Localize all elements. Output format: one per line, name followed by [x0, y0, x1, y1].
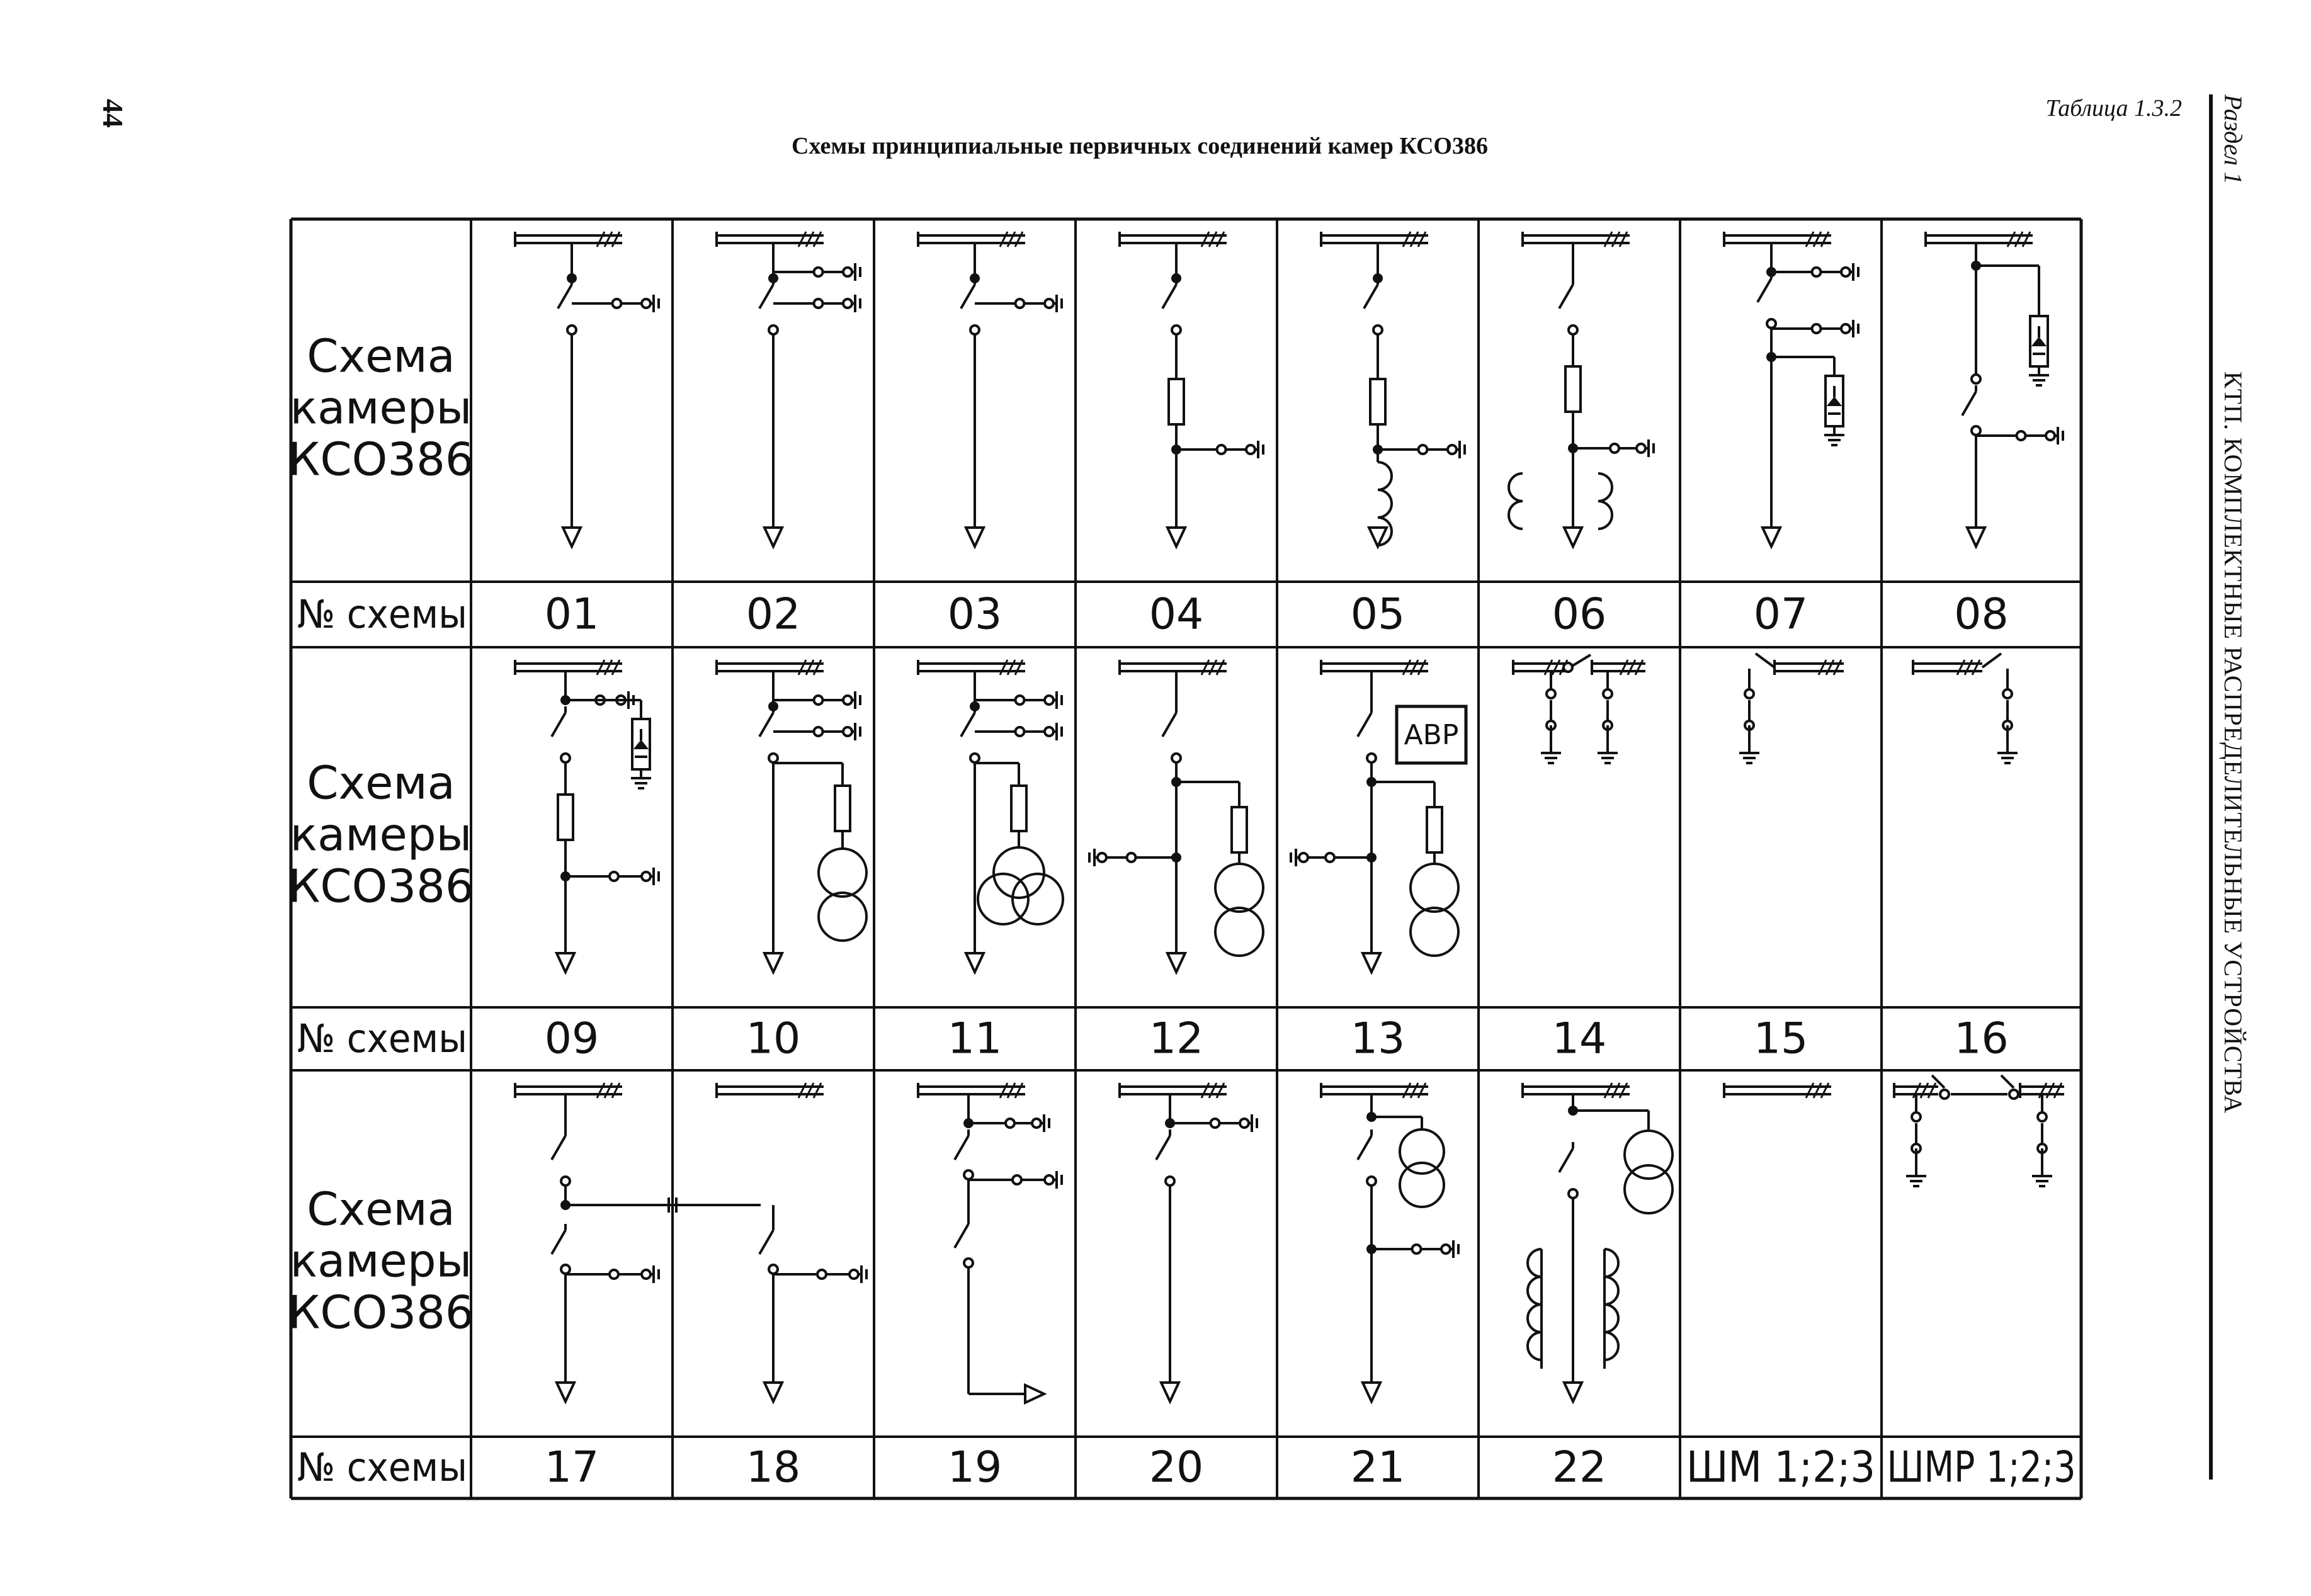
- terminal: [1610, 444, 1619, 453]
- wire: [1358, 713, 1371, 737]
- scheme-number: 08: [1954, 589, 2009, 640]
- busbar-hatch: [597, 1083, 605, 1098]
- terminal: [2003, 689, 2012, 698]
- terminal: [1745, 689, 1754, 698]
- terminal: [2009, 1090, 2018, 1099]
- power-transformer: [1400, 1163, 1444, 1207]
- terminal: [970, 754, 979, 762]
- busbar-hatch: [2047, 1083, 2054, 1098]
- busbar-hatch: [1628, 660, 1635, 675]
- terminal: [1367, 1177, 1376, 1186]
- scheme-number-header: № схемы: [297, 1444, 467, 1491]
- terminal: [1299, 853, 1308, 862]
- table-number: Таблица 1.3.2: [2045, 95, 2182, 122]
- wire: [552, 1136, 565, 1160]
- busbar-hatch: [1418, 232, 1426, 247]
- fuse: [1565, 366, 1581, 412]
- wire: [961, 285, 975, 308]
- wire: [759, 1230, 773, 1254]
- busbar-hatch: [1957, 660, 1965, 675]
- busbar-hatch: [2007, 232, 2015, 247]
- terminal: [1166, 1177, 1174, 1186]
- current-transformer-coil: [1604, 1277, 1618, 1305]
- terminal: [561, 1265, 570, 1274]
- cable-arrow: [557, 1383, 574, 1401]
- chapter-label: КТП. КОМПЛЕКТНЫЕ РАСПРЕДЕЛИТЕЛЬНЫЕ УСТРОЙСТВА: [2219, 371, 2247, 1114]
- scheme-number: 15: [1753, 1014, 1808, 1064]
- busbar-hatch: [1015, 660, 1023, 675]
- busbar-hatch: [1972, 660, 1980, 675]
- terminal: [1326, 853, 1334, 862]
- busbar-hatch: [1928, 1083, 1936, 1098]
- terminal: [1172, 754, 1181, 762]
- current-transformer-coil: [1604, 1305, 1618, 1332]
- busbar-hatch: [1015, 1083, 1023, 1098]
- terminal: [849, 1270, 858, 1279]
- terminal: [1127, 853, 1136, 862]
- cable-arrow: [1161, 1383, 1179, 1401]
- row-header-label: Схема: [307, 756, 455, 810]
- terminal: [2038, 1112, 2047, 1121]
- busbar-hatch: [1921, 1083, 1928, 1098]
- terminal: [1032, 1119, 1041, 1128]
- scheme-number: 19: [947, 1442, 1002, 1493]
- power-transformer: [1400, 1129, 1444, 1174]
- wire: [1162, 285, 1176, 308]
- terminal: [1045, 727, 1053, 736]
- busbar-hatch: [1552, 660, 1560, 675]
- busbar-hatch: [1806, 1083, 1814, 1098]
- terminal: [1912, 1112, 1921, 1121]
- terminal: [814, 268, 823, 276]
- cable-arrow: [1363, 1383, 1380, 1401]
- busbar-hatch: [798, 1083, 806, 1098]
- wire: [552, 1230, 565, 1254]
- wire: [1364, 285, 1378, 308]
- page-number: 44: [97, 99, 130, 128]
- terminal: [843, 299, 852, 308]
- scheme-number: 11: [947, 1014, 1002, 1064]
- terminal: [1940, 1090, 1949, 1099]
- cable-arrow: [1167, 528, 1185, 546]
- terminal: [843, 268, 852, 276]
- power-transformer: [1215, 908, 1263, 956]
- row-header-label: КСО386: [288, 859, 474, 913]
- busbar-hatch: [1821, 232, 1829, 247]
- scheme-number-header: № схемы: [297, 591, 467, 638]
- row-header-label: камеры: [290, 1234, 472, 1288]
- row-header-label: Схема: [307, 1182, 455, 1236]
- power-transformer: [1215, 864, 1263, 912]
- current-transformer-coil: [1528, 1305, 1542, 1332]
- busbar-hatch: [1217, 660, 1224, 675]
- terminal: [613, 299, 622, 308]
- cable-arrow: [557, 953, 574, 972]
- terminal: [1812, 324, 1821, 333]
- fuse: [558, 795, 573, 840]
- cable-arrow: [966, 953, 984, 972]
- busbar-hatch: [1418, 660, 1426, 675]
- terminal: [610, 872, 618, 881]
- cable-arrow: [764, 528, 782, 546]
- terminal: [1367, 754, 1376, 762]
- cable-arrow: [764, 1383, 782, 1401]
- busbar-hatch: [1604, 232, 1612, 247]
- wire: [1757, 278, 1771, 302]
- power-transformer: [1411, 864, 1458, 912]
- row-header-label: Схема: [307, 329, 455, 383]
- scheme-number: 13: [1350, 1014, 1405, 1064]
- row-header-label: КСО386: [288, 1286, 474, 1339]
- power-transformer: [819, 893, 866, 941]
- busbar-hatch: [612, 1083, 620, 1098]
- wire: [1559, 1148, 1573, 1172]
- terminal: [1373, 325, 1382, 334]
- terminal: [1767, 319, 1776, 328]
- busbar-hatch: [1635, 660, 1643, 675]
- terminal: [1448, 445, 1456, 454]
- busbar-hatch: [1826, 660, 1834, 675]
- busbar-hatch: [798, 232, 806, 247]
- busbar-hatch: [1008, 232, 1015, 247]
- fuse: [1011, 786, 1026, 831]
- busbar-hatch: [814, 660, 821, 675]
- terminal: [843, 727, 852, 736]
- current-transformer-coil: [1509, 473, 1523, 501]
- terminal: [1412, 1245, 1421, 1254]
- wire: [759, 285, 773, 308]
- current-transformer-coil: [1604, 1249, 1618, 1277]
- terminal: [1841, 268, 1850, 276]
- terminal: [642, 299, 650, 308]
- cable-arrow: [1025, 1385, 1044, 1403]
- terminal: [1006, 1119, 1014, 1128]
- wire: [1756, 654, 1774, 667]
- busbar-hatch: [1201, 1083, 1209, 1098]
- terminal: [1172, 325, 1181, 334]
- scheme-number: 06: [1552, 589, 1607, 640]
- busbar-hatch: [806, 660, 814, 675]
- current-transformer-coil: [1528, 1332, 1542, 1360]
- busbar-hatch: [597, 660, 605, 675]
- busbar-hatch: [1814, 1083, 1821, 1098]
- terminal: [1569, 1189, 1577, 1198]
- terminal: [1603, 689, 1612, 698]
- terminal: [769, 754, 778, 762]
- scheme-number: 10: [746, 1014, 801, 1064]
- busbar-hatch: [1814, 232, 1821, 247]
- busbar-hatch: [1604, 1083, 1612, 1098]
- fuse: [1232, 807, 1247, 852]
- current-transformer-coil: [1598, 501, 1612, 529]
- terminal: [1013, 1175, 1021, 1184]
- power-transformer: [1411, 908, 1458, 956]
- power-transformer: [1013, 874, 1063, 924]
- terminal: [642, 872, 650, 881]
- scheme-number: 07: [1753, 589, 1808, 640]
- row-header-label: камеры: [290, 381, 472, 434]
- scheme-number: 02: [746, 589, 801, 640]
- scheme-number: ШМР 1;2;3: [1887, 1442, 2076, 1493]
- wire: [1156, 1136, 1170, 1160]
- scheme-number: 22: [1552, 1442, 1607, 1493]
- wire: [1358, 1136, 1371, 1160]
- fuse: [1427, 807, 1442, 852]
- wire: [552, 713, 565, 737]
- terminal: [769, 325, 778, 334]
- busbar-hatch: [612, 660, 620, 675]
- busbar-hatch: [1819, 660, 1826, 675]
- terminal: [1972, 426, 1980, 435]
- current-transformer-coil: [1509, 501, 1523, 529]
- busbar-hatch: [798, 660, 806, 675]
- terminal: [1637, 444, 1645, 453]
- busbar-hatch: [597, 232, 605, 247]
- terminal: [1240, 1119, 1249, 1128]
- terminal: [814, 299, 823, 308]
- terminal: [1564, 663, 1572, 672]
- terminal: [1217, 445, 1226, 454]
- terminal: [1045, 1175, 1053, 1184]
- section-label: Раздел 1: [2219, 94, 2247, 184]
- table-title: Схемы принципиальные первичных соединений камер КСО386: [792, 133, 1488, 159]
- busbar-hatch: [1411, 1083, 1418, 1098]
- wire: [1982, 654, 2001, 667]
- scheme-number: 01: [544, 589, 599, 640]
- busbar-hatch: [1411, 660, 1418, 675]
- busbar-hatch: [1209, 660, 1217, 675]
- terminal: [2046, 431, 2055, 440]
- busbar-hatch: [806, 232, 814, 247]
- scheme-number: 21: [1350, 1442, 1405, 1493]
- terminal: [1211, 1119, 1220, 1128]
- busbar-hatch: [806, 1083, 814, 1098]
- cable-arrow: [1564, 528, 1582, 546]
- scheme-number: 03: [947, 589, 1002, 640]
- busbar-hatch: [1403, 660, 1411, 675]
- row-header-label: КСО386: [288, 433, 474, 486]
- terminal: [1016, 696, 1025, 705]
- wire: [558, 285, 572, 308]
- busbar-hatch: [1806, 232, 1814, 247]
- terminal: [843, 696, 852, 705]
- cable-arrow: [1967, 528, 1985, 546]
- cable-arrow: [1167, 953, 1185, 972]
- wire: [961, 713, 975, 737]
- busbar-hatch: [1000, 660, 1008, 675]
- busbar-hatch: [1834, 660, 1841, 675]
- terminal: [769, 1265, 778, 1274]
- busbar-hatch: [1000, 232, 1008, 247]
- terminal: [964, 1259, 973, 1267]
- power-transformer: [1625, 1165, 1672, 1213]
- row-header-label: камеры: [290, 808, 472, 861]
- busbar-hatch: [1965, 660, 1972, 675]
- busbar-hatch: [814, 232, 821, 247]
- terminal: [1419, 445, 1428, 454]
- busbar-hatch: [1201, 232, 1209, 247]
- cable-arrow: [563, 528, 581, 546]
- scheme-number: 17: [544, 1442, 599, 1493]
- terminal: [1841, 324, 1850, 333]
- terminal: [1441, 1245, 1450, 1254]
- current-transformer-coil: [1528, 1249, 1542, 1277]
- terminal: [1016, 727, 1025, 736]
- power-transformer: [994, 847, 1044, 898]
- cable-arrow: [966, 528, 984, 546]
- power-transformer: [819, 849, 866, 897]
- terminal: [1098, 853, 1106, 862]
- wire: [1559, 285, 1573, 308]
- busbar-hatch: [605, 232, 612, 247]
- busbar-hatch: [1620, 232, 1627, 247]
- terminal: [817, 1270, 826, 1279]
- busbar-hatch: [1000, 1083, 1008, 1098]
- cable-arrow: [1763, 528, 1780, 546]
- terminal: [1547, 689, 1555, 698]
- terminal: [964, 1170, 973, 1179]
- busbar-hatch: [1612, 1083, 1620, 1098]
- busbar-hatch: [2015, 232, 2023, 247]
- busbar-hatch: [1217, 1083, 1224, 1098]
- busbar-hatch: [605, 1083, 612, 1098]
- terminal: [814, 696, 823, 705]
- terminal: [561, 754, 570, 762]
- busbar-hatch: [612, 232, 620, 247]
- wire: [955, 1224, 968, 1248]
- terminal: [561, 1177, 570, 1186]
- fuse: [1370, 379, 1385, 424]
- scheme-diagrams: [515, 232, 2064, 1403]
- busbar-hatch: [1418, 1083, 1426, 1098]
- wire: [1962, 392, 1976, 416]
- wire: [955, 1136, 968, 1160]
- scheme-number: 09: [544, 1014, 599, 1064]
- terminal: [1246, 445, 1255, 454]
- scheme-number-header: № схемы: [297, 1016, 467, 1062]
- scheme-number: 16: [1954, 1014, 2009, 1064]
- busbar-hatch: [1403, 1083, 1411, 1098]
- busbar-hatch: [1403, 232, 1411, 247]
- busbar-hatch: [605, 660, 612, 675]
- busbar-hatch: [1201, 660, 1209, 675]
- terminal: [1569, 325, 1577, 334]
- busbar-hatch: [1015, 232, 1023, 247]
- terminal: [642, 1270, 650, 1279]
- terminal: [2017, 431, 2026, 440]
- cable-arrow: [1363, 953, 1380, 972]
- busbar-hatch: [1411, 232, 1418, 247]
- busbar-hatch: [1612, 232, 1620, 247]
- terminal: [1045, 696, 1053, 705]
- busbar-hatch: [1620, 1083, 1627, 1098]
- scheme-number: 18: [746, 1442, 801, 1493]
- cable-arrow: [764, 953, 782, 972]
- busbar-hatch: [1008, 660, 1015, 675]
- fuse: [1169, 379, 1184, 424]
- busbar-hatch: [814, 1083, 821, 1098]
- current-transformer-coil: [1378, 490, 1392, 518]
- busbar-hatch: [2023, 232, 2030, 247]
- busbar-hatch: [1217, 232, 1224, 247]
- busbar-hatch: [1620, 660, 1628, 675]
- scheme-number: 14: [1552, 1014, 1607, 1064]
- current-transformer-coil: [1604, 1332, 1618, 1360]
- wire: [1162, 713, 1176, 737]
- scheme-number: 05: [1350, 589, 1405, 640]
- wire: [759, 713, 773, 737]
- scheme-number: 12: [1149, 1014, 1204, 1064]
- terminal: [1016, 299, 1025, 308]
- busbar-hatch: [1821, 1083, 1829, 1098]
- cable-arrow: [1564, 1383, 1582, 1401]
- current-transformer-coil: [1598, 473, 1612, 501]
- scheme-number: 04: [1149, 589, 1204, 640]
- busbar-hatch: [1209, 1083, 1217, 1098]
- avr-label: АВР: [1404, 719, 1459, 751]
- terminal: [1045, 299, 1053, 308]
- busbar-hatch: [1209, 232, 1217, 247]
- fuse: [835, 786, 850, 831]
- terminal: [567, 325, 576, 334]
- wire: [2001, 1075, 2014, 1088]
- terminal: [610, 1270, 618, 1279]
- scheme-number: ШМ 1;2;3: [1686, 1442, 1875, 1493]
- busbar-hatch: [1008, 1083, 1015, 1098]
- terminal: [970, 325, 979, 334]
- terminal: [1812, 268, 1821, 276]
- busbar-hatch: [2054, 1083, 2062, 1098]
- terminal: [814, 727, 823, 736]
- current-transformer-coil: [1528, 1277, 1542, 1305]
- current-transformer-coil: [1378, 462, 1392, 490]
- table-grid: [291, 219, 2081, 1498]
- terminal: [1972, 375, 1980, 383]
- scheme-number: 20: [1149, 1442, 1204, 1493]
